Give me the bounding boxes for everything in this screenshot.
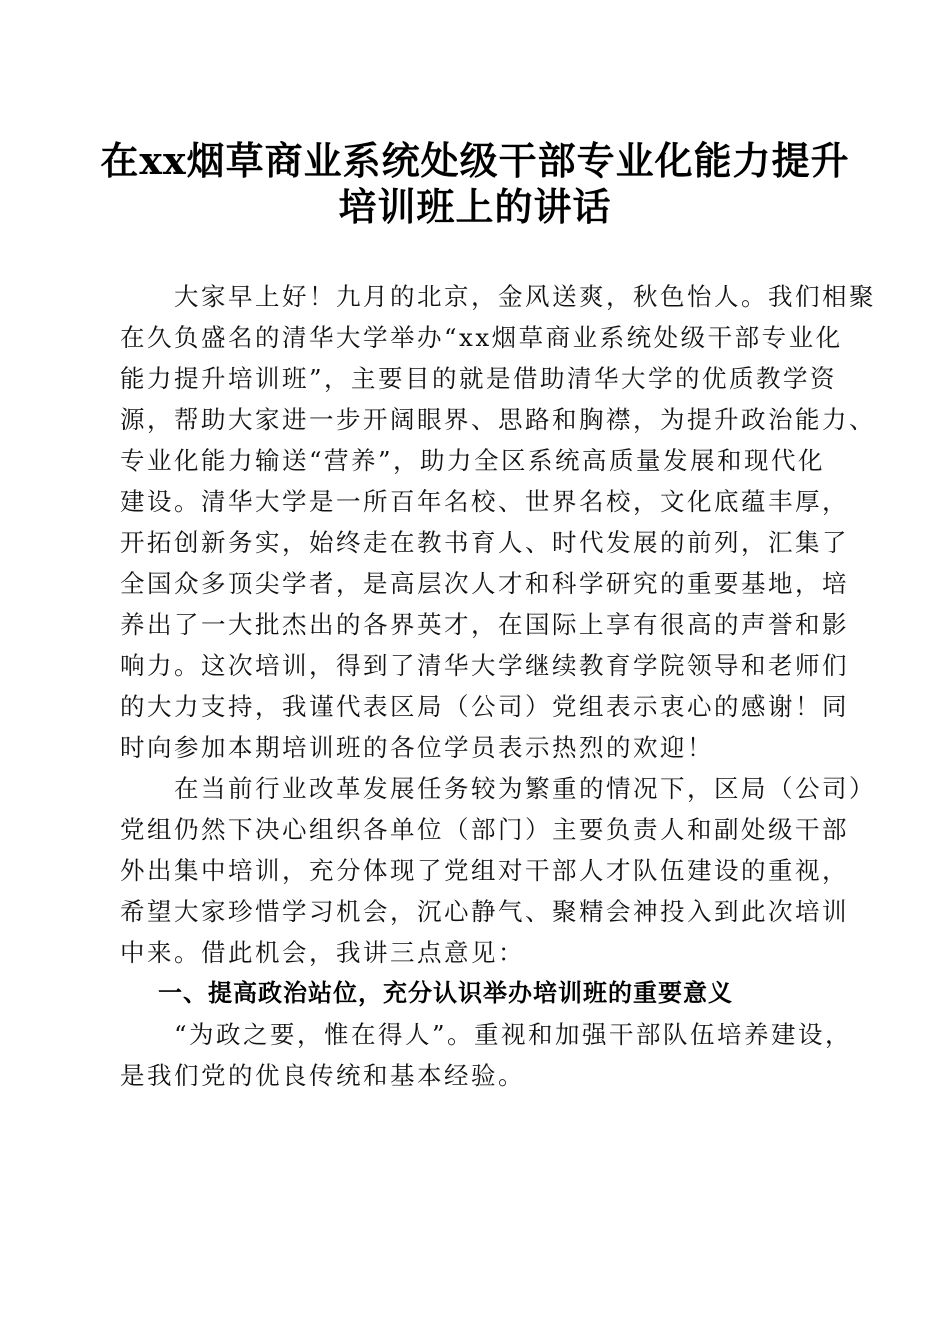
paragraph-2-line-2: 党组仍然下决心组织各单位（部门）主要负责人和副处级干部 [120,815,849,844]
document-title-line-1: 在xx烟草商业系统处级干部专业化能力提升 [100,138,850,183]
paragraph-1-line-6: 建设。清华大学是一所百年名校、世界名校，文化底蕴丰厚， [120,487,849,516]
paragraph-1-line-7: 开拓创新务实，始终走在教书育人、时代发展的前列，汇集了 [120,528,849,557]
paragraph-1-line-4: 源，帮助大家进一步开阔眼界、思路和胸襟，为提升政治能力、 [120,405,876,434]
paragraph-1-line-1: 大家早上好！九月的北京，金风送爽，秋色怡人。我们相聚 [120,282,876,311]
paragraph-1-line-5: 专业化能力输送“营养”，助力全区系统高质量发展和现代化 [120,446,826,475]
paragraph-3-line-2: 是我们党的优良传统和基本经验。 [120,1061,525,1090]
paragraph-1-line-12: 时向参加本期培训班的各位学员表示热烈的欢迎！ [120,733,714,762]
paragraph-2-line-3: 外出集中培训，充分体现了党组对干部人才队伍建设的重视， [120,856,849,885]
paragraph-1-line-8: 全国众多顶尖学者，是高层次人才和科学研究的重要基地，培 [120,569,849,598]
paragraph-1-line-11: 的大力支持，我谨代表区局（公司）党组表示衷心的感谢！同 [120,692,849,721]
paragraph-1-line-3: 能力提升培训班”，主要目的就是借助清华大学的优质教学资 [120,364,838,393]
paragraph-2-line-1: 在当前行业改革发展任务较为繁重的情况下，区局（公司） [120,774,876,803]
paragraph-1-line-10: 响力。这次培训，得到了清华大学继续教育学院领导和老师们 [120,651,849,680]
paragraph-1-line-2: 在久负盛名的清华大学举办“xx烟草商业系统处级干部专业化 [120,323,843,352]
document-title-line-2: 培训班上的讲话 [338,184,612,229]
paragraph-2-line-5: 中来。借此机会，我讲三点意见： [120,938,525,967]
section-heading-1: 一、提高政治站位，充分认识举办培训班的重要意义 [158,979,733,1007]
paragraph-3-line-1: “为政之要，惟在得人”。重视和加强干部队伍培养建设， [120,1020,853,1049]
paragraph-1-line-9: 养出了一大批杰出的各界英才，在国际上享有很高的声誉和影 [120,610,849,639]
paragraph-2-line-4: 希望大家珍惜学习机会，沉心静气、聚精会神投入到此次培训 [120,897,849,926]
